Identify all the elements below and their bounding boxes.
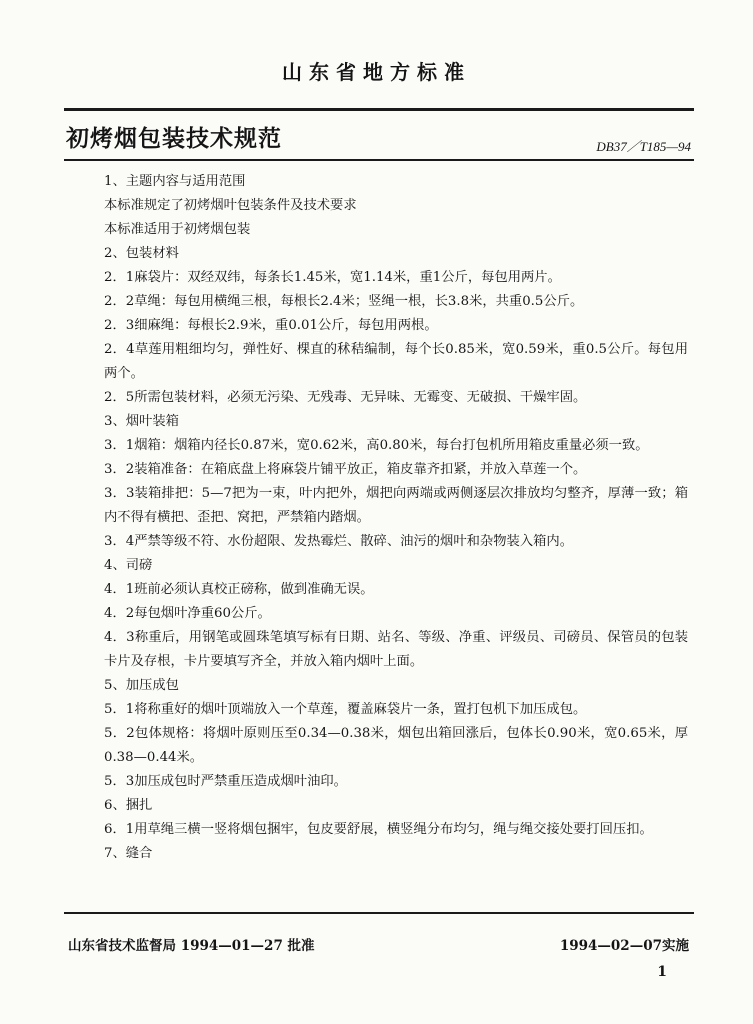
clause: 2．2草绳：每包用横绳三根，每根长2.4米；竖绳一根，长3.8米，共重0.5公斤。 <box>104 294 584 309</box>
clause: 4．2每包烟叶净重60公斤。 <box>104 606 271 621</box>
standard-category-header: 山东省地方标准 <box>282 60 471 84</box>
clause: 4．1班前必须认真校正磅称，做到准确无误。 <box>104 582 374 597</box>
clause: 5．2包体规格：将烟叶原则压至0.34—0.38米，烟包出箱回涨后，包体长0.90米，宽0.65米，厚0.38—0.44米。 <box>104 726 688 765</box>
section-heading: 1、主题内容与适用范围 <box>104 174 246 189</box>
effective-date: 1994—02—07实施 <box>559 938 689 954</box>
footer-divider <box>64 912 694 914</box>
document-number: DB37／T185—94 <box>596 139 691 154</box>
clause: 2．4草莲用粗细均匀，弹性好、棵直的秫秸编制，每个长0.85米，宽0.59米，重0.5公斤。每包用两个。 <box>104 342 688 381</box>
header-divider <box>64 108 694 111</box>
section-heading: 6、捆扎 <box>104 798 153 813</box>
page-number: 1 <box>657 964 667 980</box>
clause: 5．3加压成包时严禁重压造成烟叶油印。 <box>104 774 347 789</box>
section-heading: 5、加压成包 <box>104 678 179 693</box>
clause: 2．5所需包装材料，必须无污染、无残毒、无异味、无霉变、无破损、干燥牢固。 <box>104 390 587 405</box>
clause: 3．1烟箱：烟箱内径长0.87米，宽0.62米，高0.80米，每台打包机所用箱皮重量必须一致。 <box>104 438 649 453</box>
clause: 3．3装箱排把：5—7把为一束，叶内把外，烟把向两端或两侧逐层次排放均匀整齐，厚薄一致；箱内不得有横把、歪把、窝把，严禁箱内踏烟。 <box>104 486 688 525</box>
clause: 6．1用草绳三横一竖将烟包捆牢，包皮要舒展，横竖绳分布均匀，绳与绳交接处要打回压扣。 <box>104 822 653 837</box>
title-divider <box>64 159 694 161</box>
document-title: 初烤烟包装技术规范 <box>66 126 282 152</box>
section-heading: 3、烟叶装箱 <box>104 414 179 429</box>
clause: 5．1将称重好的烟叶顶端放入一个草莲，覆盖麻袋片一条，置打包机下加压成包。 <box>104 702 587 717</box>
document-body <box>68 170 688 866</box>
clause: 3．2装箱准备：在箱底盘上将麻袋片铺平放正，箱皮靠齐扣紧，并放入草莲一个。 <box>104 462 587 477</box>
clause: 2．1麻袋片：双经双纬，每条长1.45米，宽1.14米，重1公斤，每包用两片。 <box>104 270 561 285</box>
section-heading: 4、司磅 <box>104 558 153 573</box>
section-heading: 7、缝合 <box>104 846 153 861</box>
section-heading: 2、包装材料 <box>104 246 179 261</box>
paragraph: 本标准适用于初烤烟包装 <box>104 222 251 237</box>
paragraph: 本标准规定了初烤烟叶包装条件及技术要求 <box>104 198 357 213</box>
clause: 4．3称重后，用钢笔或圆珠笔填写标有日期、站名、等级、净重、评级员、司磅员、保管员的包装卡片及存根，卡片要填写齐全，并放入箱内烟叶上面。 <box>104 630 688 669</box>
clause: 3．4严禁等级不符、水份超限、发热霉烂、散碎、油污的烟叶和杂物装入箱内。 <box>104 534 574 549</box>
clause: 2．3细麻绳：每根长2.9米，重0.01公斤，每包用两根。 <box>104 318 438 333</box>
approval-info: 山东省技术监督局 1994—01—27 批准 <box>68 938 315 954</box>
